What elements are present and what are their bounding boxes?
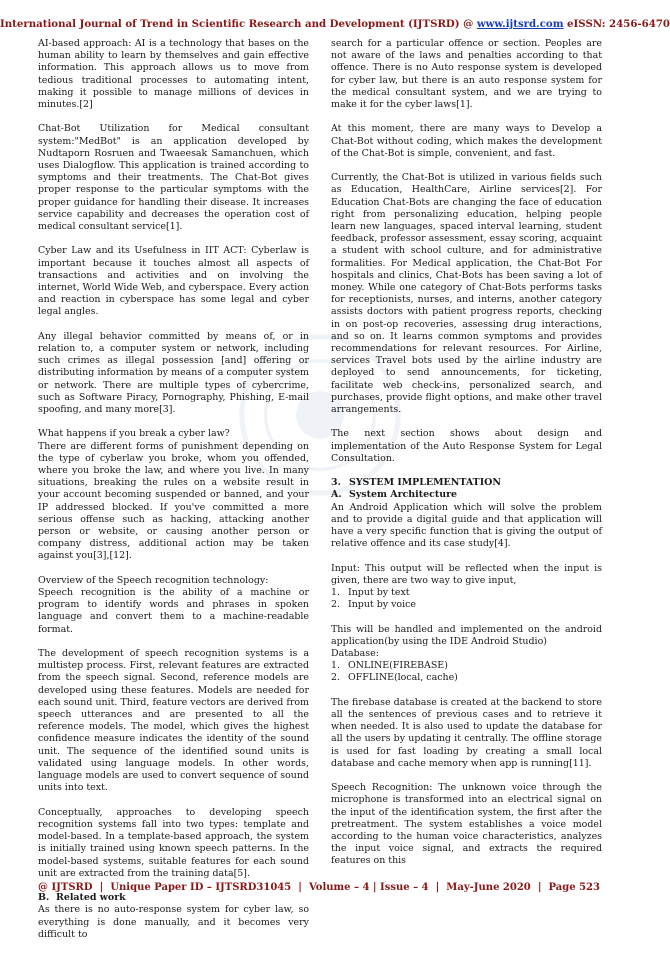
list-item xyxy=(331,587,602,599)
journal-title: International Journal of Trend in Scientific Research and Development (IJTSRD) @ xyxy=(0,18,477,30)
paragraph-speech-approaches: Conceptually, approaches to developing speech recognition systems fall into two types: template and model-based. In a template-based approach, the system is initially trained using known speech patterns. In the model-based systems, suitable features for each sound unit are extracted from the training data[5]. xyxy=(38,806,309,879)
list-text: OFFLINE(local, cache) xyxy=(348,672,458,684)
list-text: Input by text xyxy=(348,587,410,599)
footer-separator: | xyxy=(99,882,104,893)
paragraph-speech-overview-title: Overview of the Speech recognition technology: xyxy=(38,574,269,586)
list-number: 2. xyxy=(331,672,341,684)
paragraph-medbot: Chat-Bot Utilization for Medical consultant system:"MedBot" is an application developed by Nudtaporn Rosruen and Twaeesak Samanchuen, which uses Dialogflow. This application is trained according to symptoms and their treatments. The Chat-Bot gives proper response to the particular symptoms with the proper guidance for handling their disease. It increases service capability and decreases the operation cost of medical consultant service[1]. xyxy=(38,123,309,233)
section-title: Related work xyxy=(56,892,126,904)
list-item xyxy=(331,672,602,684)
list-number: 1. xyxy=(331,660,341,672)
footer-volume: Volume – 4 | Issue – 4 xyxy=(308,882,429,893)
journal-header xyxy=(0,18,670,30)
footer-date: May-June 2020 xyxy=(446,882,531,893)
right-column xyxy=(331,38,602,880)
section-number: B. xyxy=(38,892,50,904)
left-column xyxy=(38,38,309,953)
section-number: 3. xyxy=(331,477,341,489)
footer-page-number: Page 523 xyxy=(548,882,600,893)
section-number: A. xyxy=(331,489,342,501)
list-text: ONLINE(FIREBASE) xyxy=(348,660,448,672)
footer-separator: | xyxy=(435,882,440,893)
section-title: System Architecture xyxy=(349,489,458,501)
paragraph-punishment: There are different forms of punishment depending on the type of cyberlaw you broke, whom you offended, where you broke the law, and where you live. In many situations, breaking the rules on a website result in your account becoming suspended or banned, and your IP addressed blocked. If you've committed a more serious offense such as hacking, attacking another person or website, or causing another person or company distress, additional action may be taken against you[3],[12]. xyxy=(38,440,309,562)
paragraph-android-app: An Android Application which will solve the problem and to provide a digital guide and that application will have a very specific function that is giving the output of relative offence and its case study[4]. xyxy=(331,501,602,550)
footer-copyright: @ IJTSRD xyxy=(38,882,93,893)
paragraph-android-studio: This will be handled and implemented on the android application(by using the IDE Android Studio) xyxy=(331,623,602,647)
list-number: 2. xyxy=(331,599,341,611)
footer-separator: | xyxy=(537,882,542,893)
page-footer xyxy=(38,882,600,893)
input-method-list xyxy=(331,587,602,611)
paragraph-speech-development: The development of speech recognition systems is a multistep process. First, relevant features are extracted from the speech signal. Second, reference models are developed using these features. Models are needed for each sound unit. Third, feature vectors are derived from speech utterances and are presented to all the reference models. The model, which gives the highest confidence measure indicates the identity of the sound unit. The sequence of the identified sound units is validated using language models. In other words, language models are used to convert sequence of sound units into text. xyxy=(38,648,309,794)
paragraph-input: Input: This output will be reflected when the input is given, there are two way to give input, xyxy=(331,562,602,586)
footer-paper-id: Unique Paper ID – IJTSRD31045 xyxy=(110,882,292,893)
paragraph-related-work: As there is no auto-response system for cyber law, so everything is done manually, and it becomes very difficult to xyxy=(38,904,309,940)
journal-issn: eISSN: 2456-6470 xyxy=(563,18,670,30)
paragraph-speech-recognition: Speech Recognition: The unknown voice through the microphone is transformed into an electrical signal on the input of the identification system, the first after the pretreatment. The system establishes a voice model according to the human voice characteristics, analyzes the input voice signal, and extracts the required features on this xyxy=(331,782,602,867)
list-item xyxy=(331,599,602,611)
list-item xyxy=(331,660,602,672)
paragraph-database-label: Database: xyxy=(331,648,379,660)
section-heading-system-architecture xyxy=(331,489,602,501)
paragraph-speech-definition: Speech recognition is the ability of a machine or program to identify words and phrases in spoken language and convert them to a machine-readable format. xyxy=(38,587,309,635)
section-heading-system-implementation xyxy=(331,477,602,489)
paragraph-illegal-behavior: Any illegal behavior committed by means of, or in relation to, a computer system or network, including such crimes as illegal possession [and] offering or distributing information by means of a computer system or network. There are multiple types of cybercrime, such as Software Piracy, Pornography, Phishing, E-mail spoofing, and many more[3]. xyxy=(38,330,309,416)
paragraph-chatbot-development: At this moment, there are many ways to Develop a Chat-Bot without coding, which makes the development of the Chat-Bot is simple, convenient, and fast. xyxy=(331,123,602,159)
paragraph-search-offence: search for a particular offence or section. Peoples are not aware of the laws and penalties according to that offence. There is no Auto response system is developed for cyber law, but there is an auto response system for the medical consultant system, and we are trying to make it for the cyber laws[1]. xyxy=(331,38,602,111)
paragraph-ai-approach: AI-based approach: AI is a technology that bases on the human ability to learn by themselves and gain effective information. This approach allows us to move from tedious traditional processes to automating intent, making it possible to manage millions of devices in minutes.[2] xyxy=(38,38,309,111)
paragraph-break-law-question: What happens if you break a cyber law? xyxy=(38,428,230,440)
paragraph-next-section: The next section shows about design and implementation of the Auto Response System for Legal Consultation. xyxy=(331,428,602,464)
list-number: 1. xyxy=(331,587,341,599)
paragraph-cyber-law: Cyber Law and its Usefulness in IIT ACT: Cyberlaw is important because it touches almost all aspects of transactions and activities and on involving the internet, World Wide Web, and cyberspace. Every action and reaction in cyberspace has some legal and cyber legal angles. xyxy=(38,245,309,318)
list-text: Input by voice xyxy=(348,599,416,611)
journal-url-link[interactable]: www.ijtsrd.com xyxy=(476,18,564,30)
database-list xyxy=(331,660,602,684)
section-heading-related-work xyxy=(38,892,309,904)
footer-separator: | xyxy=(298,882,302,893)
paragraph-firebase: The firebase database is created at the backend to store all the sentences of previous cases and to retrieve it when needed. It is also used to update the database for all the users by updating it centrally. The offline storage is used for fast loading by creating a small local database and cache memory when app is running[11]. xyxy=(331,696,602,769)
paragraph-chatbot-fields: Currently, the Chat-Bot is utilized in various fields such as Education, HealthCare, Airline services[2]. For Education Chat-Bots are changing the face of education right from personalizing education, helping people learn new languages, spaced interval learning, student feedback, professor assessment, essay scoring, acquaint a student with school culture, and for administrative formalities. For Medical application, the Chat-Bot For hospitals and clinics, Chat-Bots has been saving a lot of money. While one category of Chat-Bots performs tasks for receptionists, nurses, and interns, another category assists doctors with patient progress reports, checking in on post-op recoveries, assessing drug interactions, and so on. It learns common symptoms and provides recommendations for relevant resources. For Airline, services Travel bots used by the airline industry are deployed to send announcements, for ticketing, facilitate web check-ins, personalized search, and purchases, provide flight options, and make other travel arrangements. xyxy=(331,172,602,416)
section-title: SYSTEM IMPLEMENTATION xyxy=(349,477,501,489)
